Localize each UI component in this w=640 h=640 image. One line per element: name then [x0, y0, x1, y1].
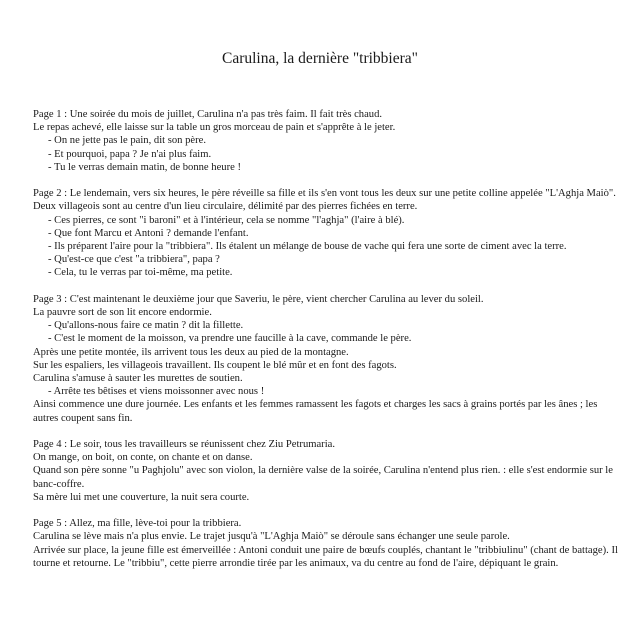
document-body	[33, 108, 618, 583]
paragraph-line: Le repas achevé, elle laisse sur la table un gros morceau de pain et s'apprête à le jeter.	[33, 122, 396, 134]
paragraph-line: Page 4 : Le soir, tous les travailleurs se réunissent chez Ziu Petrumaria.	[33, 439, 335, 451]
paragraph-line: Quand son père sonne "u Paghjolu" avec son violon, la dernière valse de la soirée, Carulina n'entend plus rien. : elle s'est endormie sur le banc-coffre.	[33, 465, 613, 490]
paragraph-line: Sa mère lui met une couverture, la nuit sera courte.	[33, 491, 250, 503]
page-section	[33, 108, 618, 174]
paragraph-line: Deux villageois sont au centre d'un lieu circulaire, délimité par des pierres fichées en terre.	[33, 201, 418, 213]
dialogue-line: - Que font Marcu et Antoni ? demande l'enfant.	[48, 227, 249, 239]
paragraph-line: Après une petite montée, ils arrivent tous les deux au pied de la montagne.	[33, 346, 349, 358]
dialogue-line: - Et pourquoi, papa ? Je n'ai plus faim.	[48, 148, 212, 160]
dialogue-line: - Tu le verras demain matin, de bonne heure !	[48, 161, 241, 173]
page-section	[33, 517, 618, 570]
paragraph-line: Sur les espaliers, les villageois travaillent. Ils coupent le blé mûr et en font des fagots.	[33, 359, 397, 371]
paragraph-line: La pauvre sort de son lit encore endormie.	[33, 307, 212, 319]
paragraph-line: Carulina s'amuse à sauter les murettes de soutien.	[33, 373, 243, 385]
page-section	[33, 293, 618, 425]
page-section	[33, 187, 618, 279]
paragraph-line: Page 3 : C'est maintenant le deuxième jour que Saveriu, le père, vient chercher Carulina au lever du soleil.	[33, 293, 484, 305]
paragraph-line: Arrivée sur place, la jeune fille est émerveillée : Antoni conduit une paire de bœufs couplés, chantant le "tribbiulinu" (chant de battage). Il tourne et retourne. Le "tribbiu", cette pierre arrondie tirée par les animaux, va du centre au fond de l'aire, dépiquant le grain.	[33, 544, 618, 569]
dialogue-line: - Cela, tu le verras par toi-même, ma petite.	[48, 267, 233, 279]
dialogue-line: - Ces pierres, ce sont "i baroni" et à l'intérieur, cela se nomme "l'aghja" (l'aire à blé).	[48, 214, 405, 226]
page-section	[33, 438, 618, 504]
dialogue-line: - Arrête tes bêtises et viens moissonner avec nous !	[48, 386, 265, 398]
paragraph-line: Ainsi commence une dure journée. Les enfants et les femmes ramassent les fagots et charges les sacs à grains portés par les ânes ; les autres coupent sans fin.	[33, 399, 598, 424]
paragraph-line: Page 1 : Une soirée du mois de juillet, Carulina n'a pas très faim. Il fait très chaud.	[33, 109, 383, 120]
document-title: Carulina, la dernière "tribbiera"	[222, 50, 418, 67]
paragraph-line: Page 5 : Allez, ma fille, lève-toi pour la tribbiera.	[33, 518, 242, 530]
paragraph-line: On mange, on boit, on conte, on chante et on danse.	[33, 452, 253, 464]
dialogue-line: - C'est le moment de la moisson, va prendre une faucille à la cave, commande le père.	[48, 333, 412, 345]
dialogue-line: - Ils préparent l'aire pour la "tribbiera". Ils étalent un mélange de bouse de vache qui fera une sorte de ciment avec la terre.	[48, 241, 567, 253]
dialogue-line: - Qu'allons-nous faire ce matin ? dit la fillette.	[48, 320, 244, 332]
paragraph-line: Page 2 : Le lendemain, vers six heures, le père réveille sa fille et ils s'en vont tous les deux sur une petite colline appelée "L'Aghja Maiò".	[33, 188, 616, 200]
dialogue-line: - On ne jette pas le pain, dit son père.	[48, 135, 206, 147]
paragraph-line: Carulina se lève mais n'a plus envie. Le trajet jusqu'à "L'Aghja Maiò" se déroule sans échanger une seule parole.	[33, 531, 510, 543]
dialogue-line: - Qu'est-ce que c'est "a tribbiera", papa ?	[48, 254, 220, 266]
